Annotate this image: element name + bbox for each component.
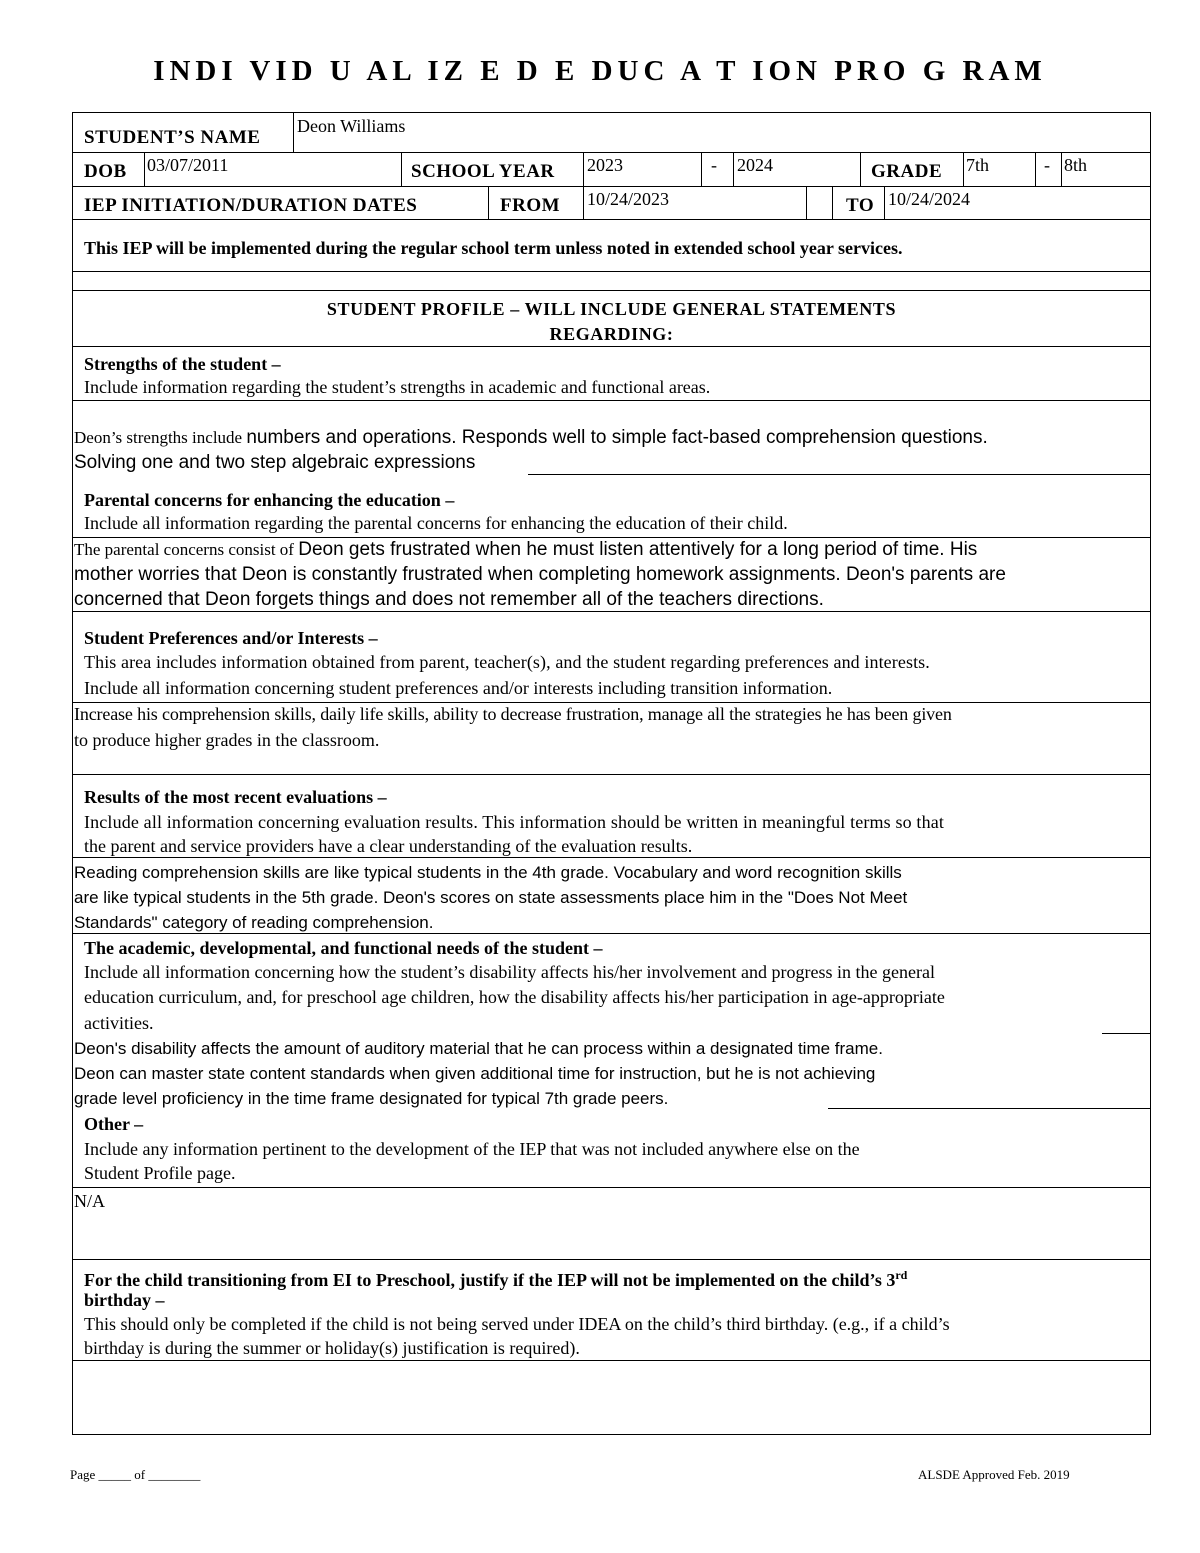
transition-instruction-line2: birthday is during the summer or holiday(s) justification is required). bbox=[84, 1338, 580, 1358]
document-title: INDI VID U AL IZ E D E DUC A T ION PRO G RAM bbox=[153, 55, 1047, 87]
cell-divider bbox=[1061, 152, 1062, 186]
cell-divider bbox=[144, 152, 145, 186]
needs-instruction-line1: Include all information concerning how the student’s disability affects his/her involvement and progress in the general bbox=[84, 962, 935, 982]
rule bbox=[72, 1434, 1151, 1435]
evaluations-response-line3: Standards" category of reading comprehension. bbox=[74, 913, 434, 932]
transition-title bbox=[84, 1264, 907, 1291]
transition-title-line2: birthday – bbox=[84, 1290, 165, 1310]
grade-end-field[interactable]: 8th bbox=[1064, 155, 1088, 175]
parental-title: Parental concerns for enhancing the education – bbox=[84, 490, 455, 510]
rule bbox=[72, 400, 1151, 401]
page-number-label: Page _____ of ________ bbox=[70, 1467, 201, 1482]
student-name-field[interactable]: Deon Williams bbox=[297, 116, 406, 136]
strengths-response-line1: numbers and operations. Responds well to simple fact-based comprehension questions. bbox=[246, 427, 988, 448]
other-instruction-line2: Student Profile page. bbox=[84, 1163, 236, 1183]
rule bbox=[72, 346, 1151, 347]
strengths-title: Strengths of the student – bbox=[84, 354, 281, 374]
to-label: TO bbox=[846, 195, 875, 216]
transition-title-sup: rd bbox=[895, 1268, 908, 1282]
parental-response-line1: Deon gets frustrated when he must listen attentively for a long period of time. His bbox=[298, 539, 978, 560]
evaluations-response[interactable] bbox=[74, 860, 907, 935]
grade-label: GRADE bbox=[871, 161, 943, 182]
school-year-dash: - bbox=[711, 155, 717, 175]
parental-response-line2: mother worries that Deon is constantly frustrated when completing homework assignments. Deon's parents are bbox=[74, 564, 1006, 585]
needs-title: The academic, developmental, and functional needs of the student – bbox=[84, 938, 603, 958]
preferences-response-line2[interactable]: to produce higher grades in the classroom. bbox=[74, 730, 380, 750]
strengths-response[interactable] bbox=[74, 425, 988, 475]
evaluations-title: Results of the most recent evaluations – bbox=[84, 787, 387, 807]
cell-divider bbox=[583, 152, 584, 186]
rule bbox=[72, 1360, 1151, 1361]
rule bbox=[72, 271, 1151, 272]
profile-heading-line2: REGARDING: bbox=[549, 324, 674, 344]
needs-response-line3: grade level proficiency in the time frame designated for typical 7th grade peers. bbox=[74, 1089, 669, 1108]
strengths-instruction: Include information regarding the student’s strengths in academic and functional areas. bbox=[84, 377, 711, 397]
evaluations-response-line1: Reading comprehension skills are like typical students in the 4th grade. Vocabulary and word recognition skills bbox=[74, 863, 902, 882]
needs-response[interactable] bbox=[74, 1036, 883, 1111]
from-label: FROM bbox=[500, 195, 561, 216]
needs-response-line1: Deon's disability affects the amount of auditory material that he can process within a designated time frame. bbox=[74, 1039, 883, 1058]
cell-divider bbox=[963, 152, 964, 186]
parental-instruction: Include all information regarding the parental concerns for enhancing the education of their child. bbox=[84, 513, 788, 533]
strengths-response-lead: Deon’s strengths include bbox=[74, 428, 243, 447]
dob-field[interactable]: 03/07/2011 bbox=[147, 155, 229, 175]
parental-response[interactable] bbox=[74, 537, 1006, 612]
preferences-response-line1[interactable]: Increase his comprehension skills, daily life skills, ability to decrease frustration, manage all the strategies he has been given bbox=[74, 704, 952, 724]
implementation-note: This IEP will be implemented during the regular school term unless noted in extended school year services. bbox=[84, 238, 903, 258]
cell-divider bbox=[401, 152, 402, 186]
other-title: Other – bbox=[84, 1114, 144, 1134]
rule bbox=[72, 112, 1151, 113]
dob-label: DOB bbox=[84, 161, 127, 182]
rule bbox=[72, 1259, 1151, 1260]
rule bbox=[72, 290, 1151, 291]
rule bbox=[72, 219, 1151, 220]
grade-dash: - bbox=[1044, 155, 1050, 175]
cell-divider bbox=[293, 112, 294, 152]
transition-response-area[interactable] bbox=[74, 1362, 1149, 1432]
evaluations-instruction-line1: Include all information concerning evaluation results. This information should be written in meaningful terms so that bbox=[84, 812, 945, 832]
grade-start-field[interactable]: 7th bbox=[966, 155, 990, 175]
cell-divider bbox=[860, 152, 861, 186]
needs-instruction-line3: activities. bbox=[84, 1013, 154, 1033]
rule bbox=[1102, 1033, 1151, 1034]
cell-divider bbox=[806, 186, 807, 219]
parental-response-lead: The parental concerns consist of bbox=[74, 540, 294, 559]
rule bbox=[72, 1187, 1151, 1188]
evaluations-instruction-line2: the parent and service providers have a clear understanding of the evaluation results. bbox=[84, 836, 693, 856]
from-date-field[interactable]: 10/24/2023 bbox=[587, 189, 670, 209]
school-year-start-field[interactable]: 2023 bbox=[587, 155, 623, 175]
cell-divider bbox=[701, 152, 702, 186]
school-year-end-field[interactable]: 2024 bbox=[737, 155, 773, 175]
other-instruction-line1: Include any information pertinent to the development of the IEP that was not included anywhere else on the bbox=[84, 1139, 860, 1159]
approval-note: ALSDE Approved Feb. 2019 bbox=[918, 1467, 1070, 1482]
preferences-instruction-line1: This area includes information obtained from parent, teacher(s), and the student regarding preferences and interests. bbox=[84, 652, 930, 672]
other-response[interactable]: N/A bbox=[74, 1191, 105, 1211]
cell-divider bbox=[488, 186, 489, 219]
rule bbox=[72, 152, 1151, 153]
parental-response-line3: concerned that Deon forgets things and does not remember all of the teachers directions. bbox=[74, 589, 824, 610]
cell-divider bbox=[884, 186, 885, 219]
transition-title-text: For the child transitioning from EI to Preschool, justify if the IEP will not be implemented on the child’s 3 bbox=[84, 1270, 896, 1290]
school-year-label: SCHOOL YEAR bbox=[411, 161, 555, 182]
rule bbox=[72, 186, 1151, 187]
strengths-response-line2: Solving one and two step algebraic expressions bbox=[74, 452, 476, 473]
student-name-label: STUDENT’S NAME bbox=[84, 127, 261, 148]
needs-instruction-line2: education curriculum, and, for preschool age children, how the disability affects his/her participation in age-appropriate bbox=[84, 987, 945, 1007]
preferences-instruction-line2: Include all information concerning student preferences and/or interests including transition information. bbox=[84, 678, 833, 698]
cell-divider bbox=[832, 186, 833, 219]
iep-dates-label: IEP INITIATION/DURATION DATES bbox=[84, 195, 418, 216]
cell-divider bbox=[583, 186, 584, 219]
rule bbox=[72, 857, 1151, 858]
transition-instruction-line1: This should only be completed if the child is not being served under IDEA on the child’s third birthday. (e.g., if a child’s bbox=[84, 1314, 950, 1334]
rule bbox=[72, 774, 1151, 775]
evaluations-response-line2: are like typical students in the 5th grade. Deon's scores on state assessments place him in the "Does Not Meet bbox=[74, 888, 908, 907]
cell-divider bbox=[1035, 152, 1036, 186]
cell-divider bbox=[733, 152, 734, 186]
needs-response-line2: Deon can master state content standards when given additional time for instruction, but he is not achieving bbox=[74, 1064, 876, 1083]
profile-heading-line1: STUDENT PROFILE – WILL INCLUDE GENERAL STATEMENTS bbox=[326, 299, 897, 319]
preferences-title: Student Preferences and/or Interests – bbox=[84, 628, 378, 648]
to-date-field[interactable]: 10/24/2024 bbox=[888, 189, 971, 209]
